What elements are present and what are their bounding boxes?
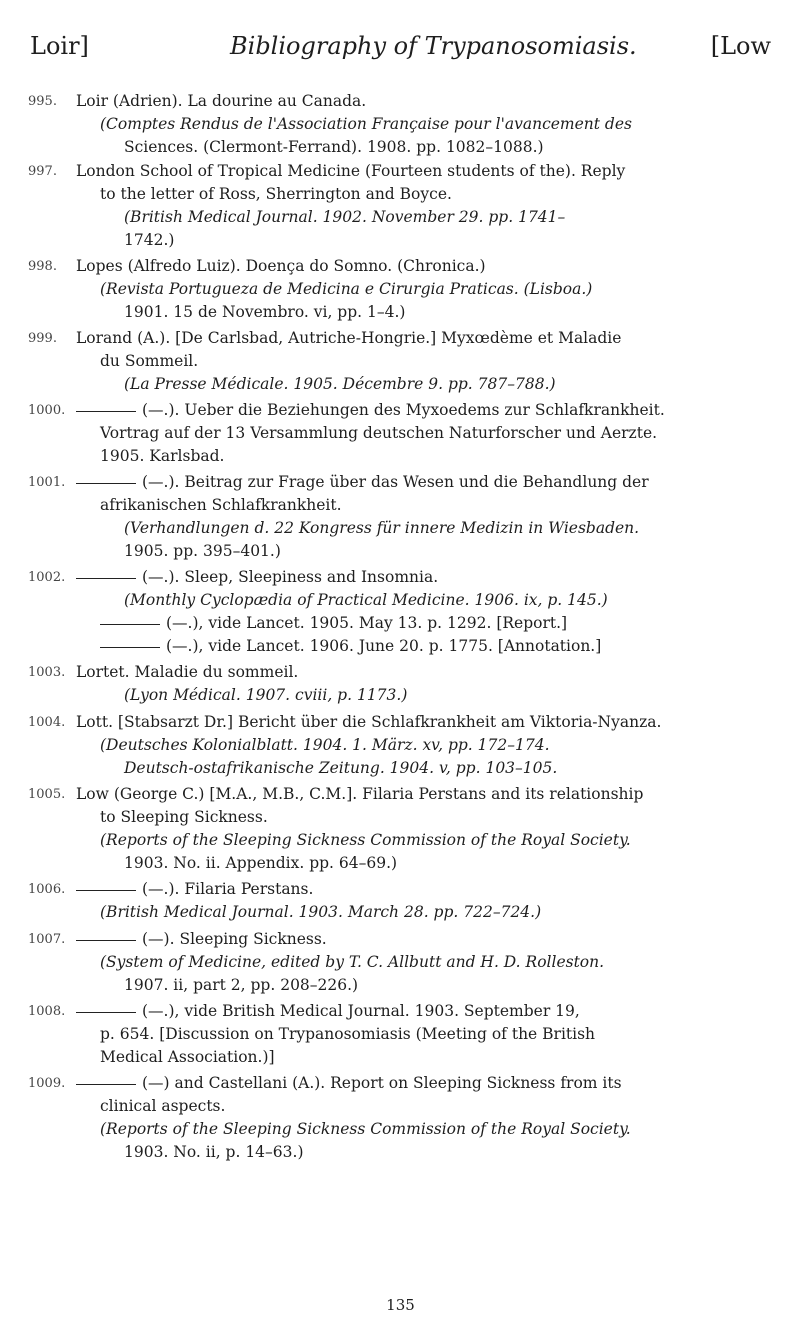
entry-number: 1007. [28, 932, 66, 947]
entry-line: (Deutsches Kolonialblatt. 1904. 1. März. xv, pp. 172–174. [100, 736, 550, 754]
entry-number: 1009. [28, 1076, 66, 1091]
entry-line: 1903. No. ii, p. 14–63.) [124, 1143, 304, 1161]
entry-line: (System of Medicine, edited by T. C. Allbutt and H. D. Rolleston. [100, 953, 605, 971]
entry-line: p. 654. [Discussion on Trypanosomiasis (Meeting of the British [100, 1025, 596, 1043]
entry-line: (Reports of the Sleeping Sickness Commission of the Royal Society. [100, 1120, 631, 1138]
ditto-rule [76, 483, 136, 484]
entry-number: 997. [28, 164, 57, 179]
entry-998 [0, 255, 801, 327]
entry-1001 [0, 471, 801, 566]
entry-number: 1006. [28, 882, 66, 897]
entry-line: Deutsch-ostafrikanische Zeitung. 1904. v, pp. 103–105. [124, 759, 558, 777]
entry-line: (Comptes Rendus de l'Association Française pour l'avancement des [100, 115, 632, 133]
entry-1005 [0, 783, 801, 878]
header-title: Bibliography of Trypanosomiasis. [230, 32, 637, 60]
entry-1003 [0, 661, 801, 711]
entry-line: du Sommeil. [100, 352, 199, 370]
entry-line: clinical aspects. [100, 1097, 226, 1115]
entry-line: (La Presse Médicale. 1905. Décembre 9. pp. 787–788.) [124, 375, 556, 393]
entry-line: (—.). Sleep, Sleepiness and Insomnia. [142, 568, 439, 586]
entry-line: (Reports of the Sleeping Sickness Commission of the Royal Society. [100, 831, 631, 849]
ditto-rule [100, 624, 160, 625]
entry-line: 1905. Karlsbad. [100, 447, 225, 465]
entry-line: (Lyon Médical. 1907. cviii, p. 1173.) [124, 686, 408, 704]
entry-line: 1901. 15 de Novembro. vi, pp. 1–4.) [124, 303, 406, 321]
entry-995 [0, 90, 801, 160]
entry-number: 1005. [28, 787, 66, 802]
entry-line: (British Medical Journal. 1902. November 29. pp. 1741– [124, 208, 566, 226]
entry-line: Lortet. Maladie du sommeil. [76, 663, 299, 681]
entry-number: 1004. [28, 715, 66, 730]
entry-line: (—.), vide Lancet. 1906. June 20. p. 1775. [Annotation.] [166, 637, 602, 655]
entry-line: London School of Tropical Medicine (Fourteen students of the). Reply [76, 162, 626, 180]
entry-line: (—.). Filaria Perstans. [142, 880, 314, 898]
ditto-rule [100, 647, 160, 648]
header-right: [Low [710, 32, 771, 60]
entry-1007 [0, 928, 801, 1000]
ditto-rule [76, 940, 136, 941]
entry-number: 998. [28, 259, 57, 274]
entry-line: (Verhandlungen d. 22 Kongress für innere Medizin in Wiesbaden. [124, 519, 640, 537]
entry-line: (British Medical Journal. 1903. March 28. pp. 722–724.) [100, 903, 542, 921]
entry-line: Medical Association.)] [100, 1048, 275, 1066]
ditto-rule [76, 1084, 136, 1085]
ditto-rule [76, 578, 136, 579]
entry-1000 [0, 399, 801, 471]
entry-line: Lopes (Alfredo Luiz). Doença do Somno. (Chronica.) [76, 257, 486, 275]
entry-line: (—.), vide Lancet. 1905. May 13. p. 1292. [Report.] [166, 614, 568, 632]
entry-line: (—). Sleeping Sickness. [142, 930, 327, 948]
entry-line: Low (George C.) [M.A., M.B., C.M.]. Filaria Perstans and its relationship [76, 785, 644, 803]
entry-999 [0, 327, 801, 399]
entry-1008 [0, 1000, 801, 1072]
entry-line: Lorand (A.). [De Carlsbad, Autriche-Hongrie.] Myxœdème et Maladie [76, 329, 622, 347]
running-header [30, 18, 771, 68]
entry-list [0, 90, 801, 1167]
entry-number: 1003. [28, 665, 66, 680]
entry-line: (Revista Portugueza de Medicina e Cirurgia Praticas. (Lisboa.) [100, 280, 593, 298]
entry-line: Vortrag auf der 13 Versammlung deutschen Naturforscher und Aerzte. [100, 424, 658, 442]
entry-line: afrikanischen Schlafkrankheit. [100, 496, 342, 514]
entry-line: to the letter of Ross, Sherrington and Boyce. [100, 185, 452, 203]
entry-number: 1002. [28, 570, 66, 585]
entry-line: 1907. ii, part 2, pp. 208–226.) [124, 976, 359, 994]
entry-line: Loir (Adrien). La dourine au Canada. [76, 92, 367, 110]
entry-line: (—.). Ueber die Beziehungen des Myxoedems zur Schlafkrankheit. [142, 401, 665, 419]
entry-number: 1008. [28, 1004, 66, 1019]
ditto-rule [76, 1012, 136, 1013]
entry-line: Sciences. (Clermont-Ferrand). 1908. pp. 1082–1088.) [124, 138, 544, 156]
ditto-rule [76, 411, 136, 412]
entry-number: 1001. [28, 475, 66, 490]
entry-line: 1742.) [124, 231, 175, 249]
entry-line: 1903. No. ii. Appendix. pp. 64–69.) [124, 854, 398, 872]
entry-number: 995. [28, 94, 57, 109]
entry-number: 999. [28, 331, 57, 346]
entry-line: Lott. [Stabsarzt Dr.] Bericht über die Schlafkrankheit am Viktoria-Nyanza. [76, 713, 662, 731]
entry-line: (—) and Castellani (A.). Report on Sleeping Sickness from its [142, 1074, 622, 1092]
entry-line: (Monthly Cyclopædia of Practical Medicine. 1906. ix, p. 145.) [124, 591, 608, 609]
entry-line: 1905. pp. 395–401.) [124, 542, 281, 560]
entry-1004 [0, 711, 801, 783]
entry-line: (—.). Beitrag zur Frage über das Wesen und die Behandlung der [142, 473, 649, 491]
ditto-rule [76, 890, 136, 891]
entry-1002 [0, 566, 801, 661]
entry-line: to Sleeping Sickness. [100, 808, 268, 826]
entry-1006 [0, 878, 801, 928]
entry-1009 [0, 1072, 801, 1167]
header-left: Loir] [30, 32, 89, 60]
entry-line: (—.), vide British Medical Journal. 1903. September 19, [142, 1002, 580, 1020]
page-number: 135 [386, 1296, 415, 1314]
entry-number: 1000. [28, 403, 66, 418]
entry-997 [0, 160, 801, 255]
